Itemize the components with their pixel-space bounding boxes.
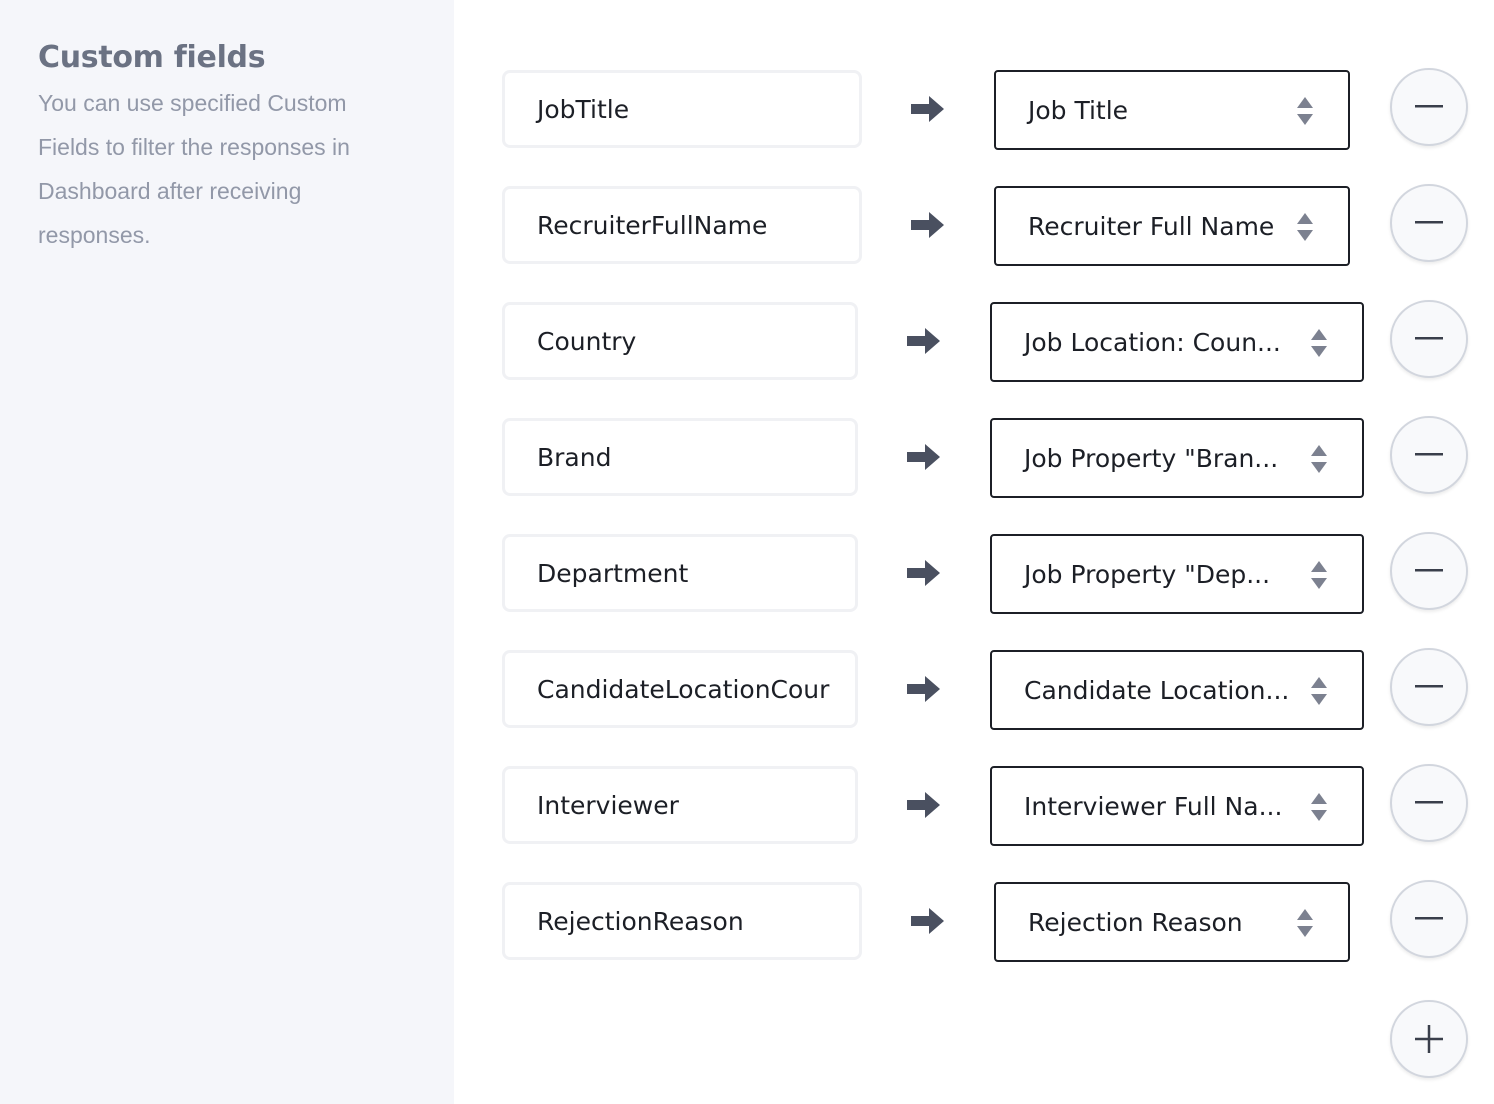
sort-updown-icon (1310, 676, 1328, 706)
mapping-list (454, 0, 1494, 1104)
source-field-input[interactable]: Brand (502, 418, 858, 496)
sort-updown-icon (1310, 328, 1328, 358)
remove-mapping-button[interactable] (1390, 648, 1468, 726)
section-description: You can use specified Custom Fields to filter the responses in Dashboard after receiving responses. (38, 90, 350, 248)
right-arrow-icon (911, 210, 945, 240)
sort-updown-icon (1296, 96, 1314, 126)
mapping-row (454, 418, 1494, 498)
source-field-input[interactable]: JobTitle (502, 70, 862, 148)
target-field-value: Rejection Reason (1028, 907, 1243, 937)
minus-icon (1415, 221, 1443, 225)
target-field-value: Recruiter Full Name (1028, 211, 1275, 241)
sort-updown-icon (1310, 792, 1328, 822)
remove-mapping-button[interactable] (1390, 68, 1468, 146)
right-arrow-icon (907, 558, 941, 588)
source-field-input[interactable]: Department (502, 534, 858, 612)
target-field-select[interactable] (990, 650, 1364, 730)
minus-icon (1415, 453, 1443, 457)
target-field-value: Candidate Location... (1024, 675, 1290, 705)
target-field-value: Job Property "Bran... (1024, 443, 1279, 473)
add-mapping-button[interactable] (1390, 1000, 1468, 1078)
minus-icon (1415, 337, 1443, 341)
minus-icon (1415, 801, 1443, 805)
target-field-select[interactable] (990, 302, 1364, 382)
right-arrow-icon (907, 442, 941, 472)
remove-mapping-button[interactable] (1390, 416, 1468, 494)
mapping-row (454, 534, 1494, 614)
sort-updown-icon (1296, 908, 1314, 938)
minus-icon (1415, 685, 1443, 689)
target-field-select[interactable] (990, 418, 1364, 498)
source-field-input[interactable]: RejectionReason (502, 882, 862, 960)
source-field-input[interactable]: CandidateLocationCour (502, 650, 858, 728)
target-field-value: Job Title (1028, 95, 1129, 125)
mapping-row (454, 302, 1494, 382)
sidebar (0, 0, 454, 1104)
target-field-select[interactable] (994, 882, 1350, 962)
right-arrow-icon (911, 906, 945, 936)
sort-updown-icon (1296, 212, 1314, 242)
right-arrow-icon (907, 790, 941, 820)
remove-mapping-button[interactable] (1390, 532, 1468, 610)
mapping-row (454, 766, 1494, 846)
mapping-row (454, 650, 1494, 730)
target-field-value: Job Location: Coun... (1024, 327, 1281, 357)
remove-mapping-button[interactable] (1390, 764, 1468, 842)
minus-icon (1415, 917, 1443, 921)
target-field-value: Interviewer Full Na... (1024, 791, 1283, 821)
right-arrow-icon (907, 674, 941, 704)
right-arrow-icon (911, 94, 945, 124)
mapping-row (454, 186, 1494, 266)
source-field-input[interactable]: Country (502, 302, 858, 380)
sort-updown-icon (1310, 444, 1328, 474)
mapping-row (454, 882, 1494, 962)
target-field-select[interactable] (990, 534, 1364, 614)
remove-mapping-button[interactable] (1390, 184, 1468, 262)
target-field-select[interactable] (990, 766, 1364, 846)
remove-mapping-button[interactable] (1390, 880, 1468, 958)
target-field-select[interactable] (994, 186, 1350, 266)
target-field-select[interactable] (994, 70, 1350, 150)
minus-icon (1415, 569, 1443, 573)
minus-icon (1415, 105, 1443, 109)
sort-updown-icon (1310, 560, 1328, 590)
remove-mapping-button[interactable] (1390, 300, 1468, 378)
source-field-input[interactable]: RecruiterFullName (502, 186, 862, 264)
target-field-value: Job Property "Dep... (1024, 559, 1271, 589)
section-title: Custom fields (38, 40, 266, 75)
plus-icon (1415, 1025, 1443, 1053)
mapping-row (454, 70, 1494, 150)
source-field-input[interactable]: Interviewer (502, 766, 858, 844)
right-arrow-icon (907, 326, 941, 356)
